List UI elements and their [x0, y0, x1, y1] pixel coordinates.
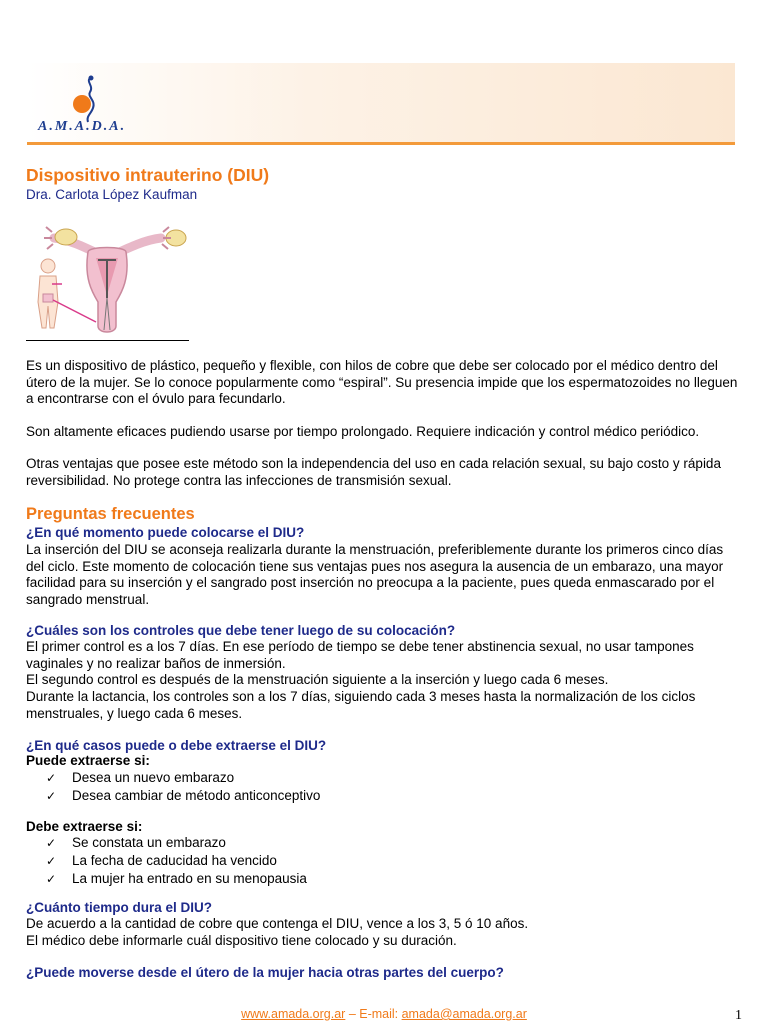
- can-remove-label: Puede extraerse si:: [26, 753, 150, 768]
- faq-answer-4-part-2: El médico debe informarle cuál dispositivo tiene colocado y su duración.: [26, 933, 457, 948]
- faq-answer-2-part-2: El segundo control es después de la menstruación siguiente a la inserción y luego cada 6 meses.: [26, 672, 609, 687]
- faq-question-5: ¿Puede moverse desde el útero de la mujer hacia otras partes del cuerpo?: [26, 965, 504, 980]
- illustration-underline: [26, 340, 189, 341]
- author-name: Dra. Carlota López Kaufman: [26, 187, 198, 202]
- uterus-iud-illustration-icon: [26, 218, 189, 342]
- faq-answer-2-part-1: El primer control es a los 7 días. En ese período de tiempo se debe tener abstinencia sexual, no usar tampones vaginales y no realizar baños de inmersión.: [26, 639, 694, 671]
- checkmark-icon: ✓: [46, 789, 57, 803]
- must-remove-list: [46, 834, 307, 888]
- faq-question-4: ¿Cuánto tiempo dura el DIU?: [26, 900, 213, 915]
- intro-paragraph-2: Son altamente eficaces pudiendo usarse por tiempo prolongado. Requiere indicación y control médico periódico.: [26, 424, 700, 439]
- checkmark-icon: ✓: [46, 771, 57, 785]
- faq-heading: Preguntas frecuentes: [26, 505, 195, 523]
- footer-separator: – E-mail:: [345, 1007, 402, 1021]
- faq-question-2: ¿Cuáles son los controles que debe tener luego de su colocación?: [26, 623, 456, 638]
- faq-question-1: ¿En qué momento puede colocarse el DIU?: [26, 525, 305, 540]
- header-divider: [27, 142, 735, 145]
- email-link[interactable]: amada@amada.org.ar: [401, 1007, 527, 1021]
- list-item: ✓ Desea cambiar de método anticonceptivo: [46, 788, 321, 803]
- intro-paragraph-1: Es un dispositivo de plástico, pequeño y flexible, con hilos de cobre que debe ser colocado por el médico dentro del útero de la mujer. Se lo conoce popularmente como “espiral”. Su presencia impide que los espermatozoides no lleguen a encontrarse con el óvulo para fecundarlo.: [26, 358, 738, 406]
- faq-answer-2-part-3: Durante la lactancia, los controles son a los 7 días, siguiendo cada 3 meses hasta la normalización de los ciclos menstruales, y luego cada 6 meses.: [26, 689, 696, 721]
- can-remove-list: [46, 769, 320, 805]
- must-remove-label: Debe extraerse si:: [26, 819, 143, 834]
- checkmark-icon: ✓: [46, 872, 57, 886]
- faq-answer-1: La inserción del DIU se aconseja realizarla durante la menstruación, preferiblemente durante los primeros cinco días del ciclo. Este momento de colocación tiene sus ventajas pues nos asegura la ausencia de un embarazo, una mayor facilidad para su inserción y el sangrado post inserción no preocupa a la paciente, pues queda enmascarado por el sangrado menstrual.: [26, 542, 724, 607]
- website-link[interactable]: www.amada.org.ar: [241, 1007, 346, 1021]
- page-footer: [0, 1007, 768, 1021]
- faq-answer-4-part-1: De acuerdo a la cantidad de cobre que contenga el DIU, vence a los 3, 5 ó 10 años.: [26, 916, 529, 931]
- faq-question-3: ¿En qué casos puede o debe extraerse el DIU?: [26, 738, 327, 753]
- logo-text: A.M.A.D.A.: [38, 119, 127, 134]
- page-title: Dispositivo intrauterino (DIU): [26, 165, 270, 185]
- checkmark-icon: ✓: [46, 854, 57, 868]
- list-item: ✓ La mujer ha entrado en su menopausia: [46, 871, 307, 886]
- checkmark-icon: ✓: [46, 836, 57, 850]
- page-number: 1: [735, 1008, 742, 1023]
- list-item: ✓ La fecha de caducidad ha vencido: [46, 853, 277, 868]
- list-item: ✓ Desea un nuevo embarazo: [46, 770, 235, 785]
- list-item: ✓ Se constata un embarazo: [46, 835, 226, 850]
- intro-paragraph-3: Otras ventajas que posee este método son la independencia del uso en cada relación sexual, su bajo costo y rápida reversibilidad. No protege contra las infecciones de transmisión sexual.: [26, 456, 721, 488]
